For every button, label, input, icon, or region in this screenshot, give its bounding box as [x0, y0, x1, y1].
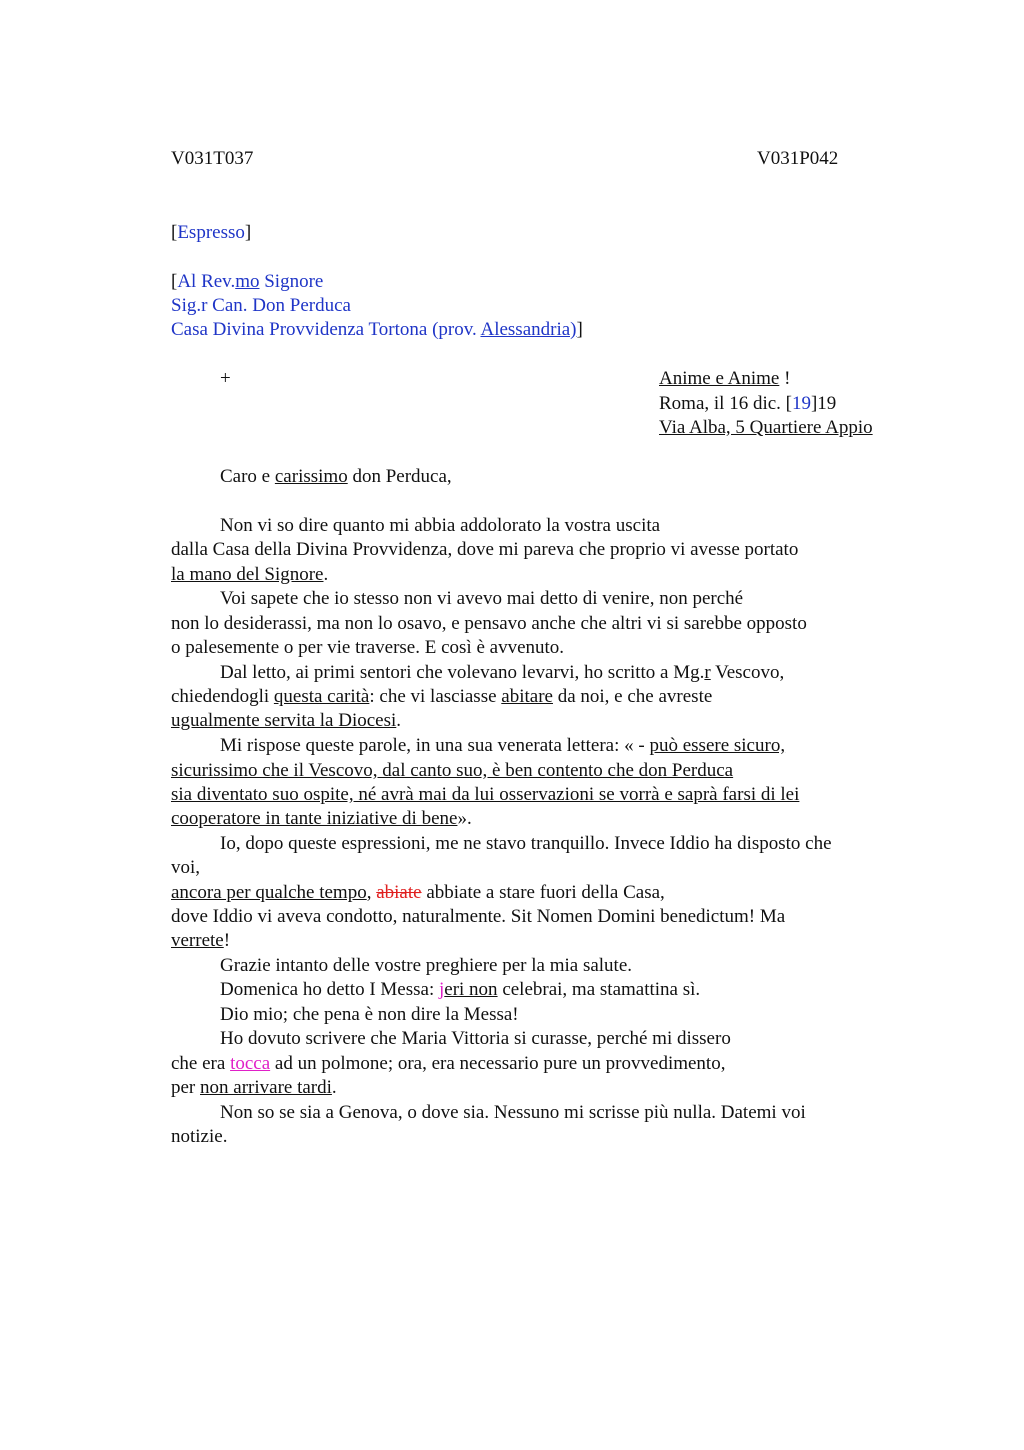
underlined-text: ugualmente servita la Diocesi — [171, 710, 397, 731]
text-span: . — [331, 1077, 337, 1098]
body-line — [220, 978, 700, 1002]
underlined-text: questa carità — [273, 686, 370, 707]
underlined-text: eri non — [444, 979, 498, 1000]
underlined-text: ancora per qualche tempo — [171, 882, 367, 903]
body-line: o palesemente o per vie traverse. E così è avvenuto. — [171, 637, 565, 658]
delivery-type-text: Espresso — [177, 222, 245, 243]
body-line — [220, 661, 784, 685]
body-line — [171, 685, 712, 709]
page-id: V031P042 — [757, 148, 839, 169]
salutation-post: don Perduca, — [347, 466, 452, 487]
underlined-text: non arrivare tardi — [200, 1077, 332, 1098]
letterhead-address: Via Alba, 5 Quartiere Appio — [659, 417, 873, 438]
text-span: da noi, e che avreste — [552, 686, 713, 707]
body-line: sicurissimo che il Vescovo, dal canto suo, è ben contento che don Perduca — [171, 760, 734, 781]
text-span: , — [366, 882, 377, 903]
body-line: Grazie intanto delle vostre preghiere per la mia salute. — [220, 955, 633, 976]
address-line-3-pre: Casa Divina Provvidenza Tortona (prov. — [171, 319, 481, 340]
body-line — [171, 1052, 725, 1076]
corrected-word: tocca — [230, 1053, 271, 1074]
text-span: ad un polmone; ora, era necessario pure un provvedimento, — [270, 1053, 726, 1074]
body-line — [220, 734, 785, 758]
cross-symbol: + — [220, 368, 231, 389]
text-span: ! — [223, 930, 231, 951]
underlined-text: verrete — [171, 930, 224, 951]
body-line: notizie. — [171, 1126, 228, 1147]
address-line-1: [Al Rev.mo Signore — [171, 271, 324, 292]
body-line: Dio mio; che pena è non dire la Messa! — [220, 1004, 519, 1025]
body-line: Voi sapete che io stesso non vi avevo mai detto di venire, non perché — [220, 588, 744, 609]
body-line — [171, 929, 230, 953]
body-line: Io, dopo queste espressioni, me ne stavo tranquillo. Invece Iddio ha disposto che — [220, 833, 832, 854]
text-span: : che vi lasciasse — [369, 686, 502, 707]
delivery-type: [Espresso] — [171, 222, 252, 243]
text-span: chiedendogli — [171, 686, 274, 707]
address-line-1-mo: mo — [235, 271, 260, 292]
body-line: non lo desiderassi, ma non lo osavo, e pensavo anche che altri vi si sarebbe opposto — [171, 613, 807, 634]
document-id: V031T037 — [171, 148, 254, 169]
address-line-2: Sig.r Can. Don Perduca — [171, 295, 351, 316]
body-line — [171, 881, 665, 905]
address-line-1-post: Signore — [259, 271, 324, 292]
text-span: che era — [171, 1053, 231, 1074]
date-pre: Roma, il 16 dic. [ — [659, 393, 792, 414]
body-line: Ho dovuto scrivere che Maria Vittoria si curasse, perché mi dissero — [220, 1028, 731, 1049]
motto-text: Anime e Anime — [659, 368, 780, 389]
body-line: voi, — [171, 857, 201, 878]
salutation-word: carissimo — [274, 466, 348, 487]
underlined-text: cooperatore in tante iniziative di bene — [171, 808, 458, 829]
body-line: sia diventato suo ospite, né avrà mai da lui osservazioni se vorrà e saprà farsi di lei — [171, 784, 800, 805]
text-span: Mi rispose queste parole, in una sua venerata lettera: « - — [220, 735, 650, 756]
text-span: . — [323, 564, 329, 585]
salutation-pre: Caro e — [220, 466, 275, 487]
text-span: . — [396, 710, 402, 731]
underlined-text: la mano del Signore — [171, 564, 324, 585]
text-span: ». — [457, 808, 472, 829]
body-line — [171, 709, 401, 733]
date-post: ]19 — [810, 393, 837, 414]
body-line: dalla Casa della Divina Provvidenza, dove mi pareva che proprio vi avesse portato — [171, 539, 799, 560]
body-line: dove Iddio vi aveva condotto, naturalmente. Sit Nomen Domini benedictum! Ma — [171, 906, 786, 927]
body-line — [171, 1076, 337, 1100]
motto-suffix: ! — [779, 368, 791, 389]
body-line: Non vi so dire quanto mi abbia addolorato la vostra uscita — [220, 515, 661, 536]
underlined-text: può essere sicuro, — [649, 735, 786, 756]
salutation — [220, 465, 452, 489]
address-line-3: Casa Divina Provvidenza Tortona (prov. Alessandria)] — [171, 319, 583, 340]
corrected-letter: j — [438, 979, 445, 1000]
address-line-3-city: Alessandria) — [480, 319, 577, 340]
underlined-text: abitare — [501, 686, 553, 707]
letterhead-motto — [659, 367, 790, 391]
letterhead-date — [659, 392, 836, 416]
text-span: abbiate a stare fuori della Casa, — [421, 882, 665, 903]
text-span: Vescovo, — [710, 662, 785, 683]
text-span: celebrai, ma stamattina sì. — [497, 979, 701, 1000]
body-line — [171, 807, 472, 831]
date-year: 19 — [791, 393, 811, 414]
text-span: per — [171, 1077, 201, 1098]
text-span: Dal letto, ai primi sentori che volevano levarvi, ho scritto a Mg. — [220, 662, 705, 683]
deleted-word: abiate — [376, 882, 422, 903]
body-line: Non so se sia a Genova, o dove sia. Nessuno mi scrisse più nulla. Datemi voi — [220, 1102, 806, 1123]
body-line — [171, 563, 328, 587]
underlined-text: r — [704, 662, 711, 683]
address-line-1-pre: Al Rev. — [177, 271, 236, 292]
text-span: Domenica ho detto I Messa: — [220, 979, 439, 1000]
